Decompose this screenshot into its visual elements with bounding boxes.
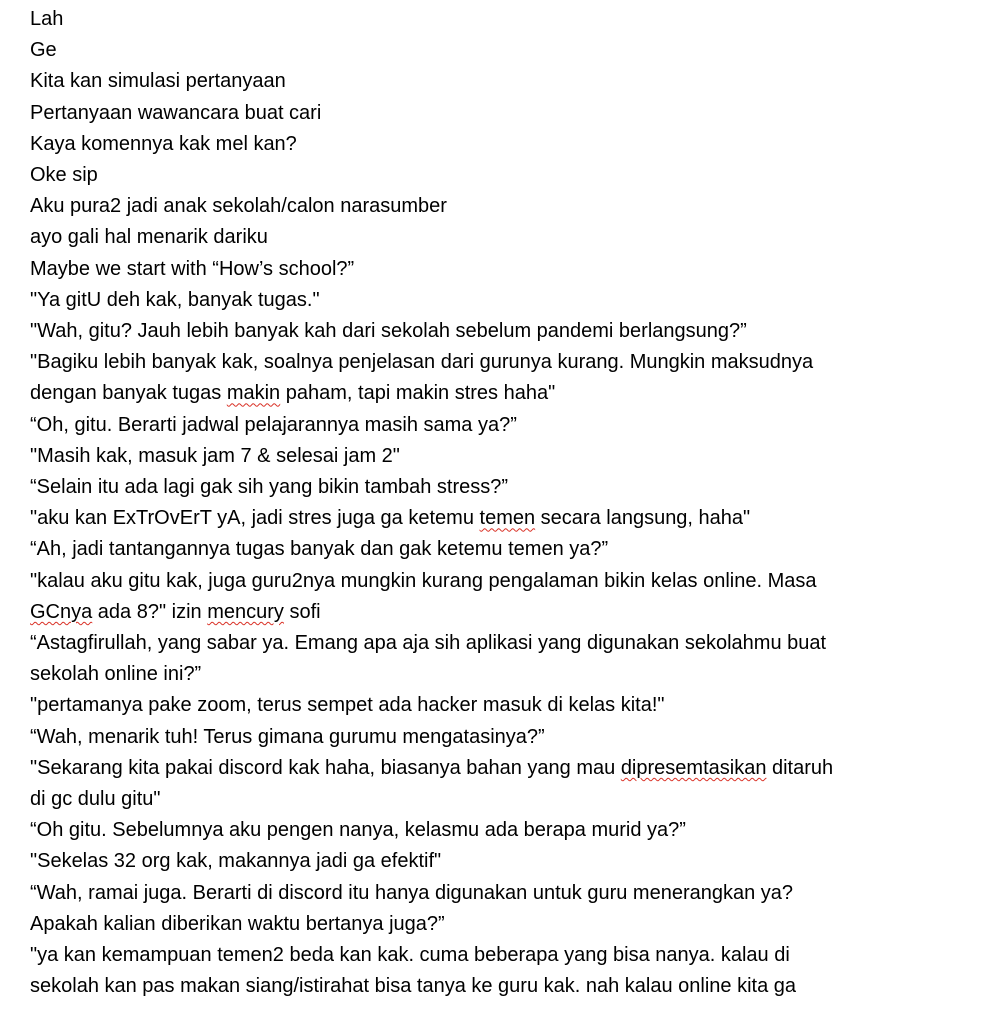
text-line: “Ah, jadi tantangannya tugas banyak dan gak ketemu temen ya?” — [30, 538, 609, 561]
text-line: sekolah kan pas makan siang/istirahat bisa tanya ke guru kak. nah kalau online kita ga — [30, 975, 797, 998]
text-line: Ge — [30, 39, 57, 62]
text-line: Oke sip — [30, 164, 98, 187]
text-line: Kita kan simulasi pertanyaan — [30, 70, 286, 93]
text-line: "pertamanya pake zoom, terus sempet ada hacker masuk di kelas kita!" — [30, 694, 665, 717]
text-line — [30, 753, 965, 784]
text-line — [30, 503, 965, 534]
text-line: “Oh gitu. Sebelumnya aku pengen nanya, kelasmu ada berapa murid ya?” — [30, 819, 686, 842]
text-line: Lah — [30, 8, 64, 30]
text-segment: ada 8?" izin — [92, 600, 208, 623]
text-line: "Masih kak, masuk jam 7 & selesai jam 2" — [30, 444, 400, 467]
text-line: Apakah kalian diberikan waktu bertanya juga?” — [30, 912, 445, 935]
misspelled-word[interactable]: GCnya — [30, 600, 93, 623]
text-line: sekolah online ini?” — [30, 663, 202, 686]
text-line: di gc dulu gitu" — [30, 788, 161, 811]
text-line: “Oh, gitu. Berarti jadwal pelajarannya masih sama ya?” — [30, 413, 517, 436]
text-segment: "Sekarang kita pakai discord kak haha, biasanya bahan yang mau — [30, 756, 621, 779]
text-line: "Wah, gitu? Jauh lebih banyak kah dari sekolah sebelum pandemi berlangsung?” — [30, 320, 747, 343]
document-body — [30, 4, 965, 1003]
text-line: "ya kan kemampuan temen2 beda kan kak. cuma beberapa yang bisa nanya. kalau di — [30, 944, 790, 967]
text-line — [30, 597, 965, 628]
text-line: Maybe we start with “How’s school?” — [30, 257, 355, 280]
text-line: "Ya gitU deh kak, banyak tugas." — [30, 288, 320, 311]
text-line: "Bagiku lebih banyak kak, soalnya penjelasan dari gurunya kurang. Mungkin maksudnya — [30, 351, 814, 374]
text-line: "Sekelas 32 org kak, makannya jadi ga efektif" — [30, 850, 442, 873]
text-line — [30, 378, 965, 409]
text-segment: dengan banyak tugas — [30, 382, 227, 405]
text-segment: "aku kan ExTrOvErT yA, jadi stres juga ga ketemu — [30, 507, 480, 530]
text-line: “Wah, ramai juga. Berarti di discord itu hanya digunakan untuk guru menerangkan ya? — [30, 881, 794, 904]
text-line: "kalau aku gitu kak, juga guru2nya mungkin kurang pengalaman bikin kelas online. Masa — [30, 569, 817, 592]
text-segment: sofi — [283, 600, 321, 623]
misspelled-word[interactable]: makin — [226, 382, 281, 405]
text-line: ayo gali hal menarik dariku — [30, 226, 268, 249]
text-segment: paham, tapi makin stres haha" — [280, 382, 556, 405]
text-line: “Wah, menarik tuh! Terus gimana gurumu mengatasinya?” — [30, 725, 545, 748]
text-line: “Astagfirullah, yang sabar ya. Emang apa aja sih aplikasi yang digunakan sekolahmu buat — [30, 632, 827, 655]
text-segment: secara langsung, haha" — [535, 507, 751, 530]
text-line: “Selain itu ada lagi gak sih yang bikin tambah stress?” — [30, 476, 509, 499]
text-line: Aku pura2 jadi anak sekolah/calon narasumber — [30, 195, 447, 218]
misspelled-word[interactable]: temen — [479, 507, 536, 530]
text-segment: ditaruh — [766, 756, 834, 779]
misspelled-word[interactable]: dipresemtasikan — [620, 756, 767, 779]
text-line: Kaya komennya kak mel kan? — [30, 132, 297, 155]
text-line: Pertanyaan wawancara buat cari — [30, 101, 322, 124]
misspelled-word[interactable]: mencury — [207, 600, 284, 623]
